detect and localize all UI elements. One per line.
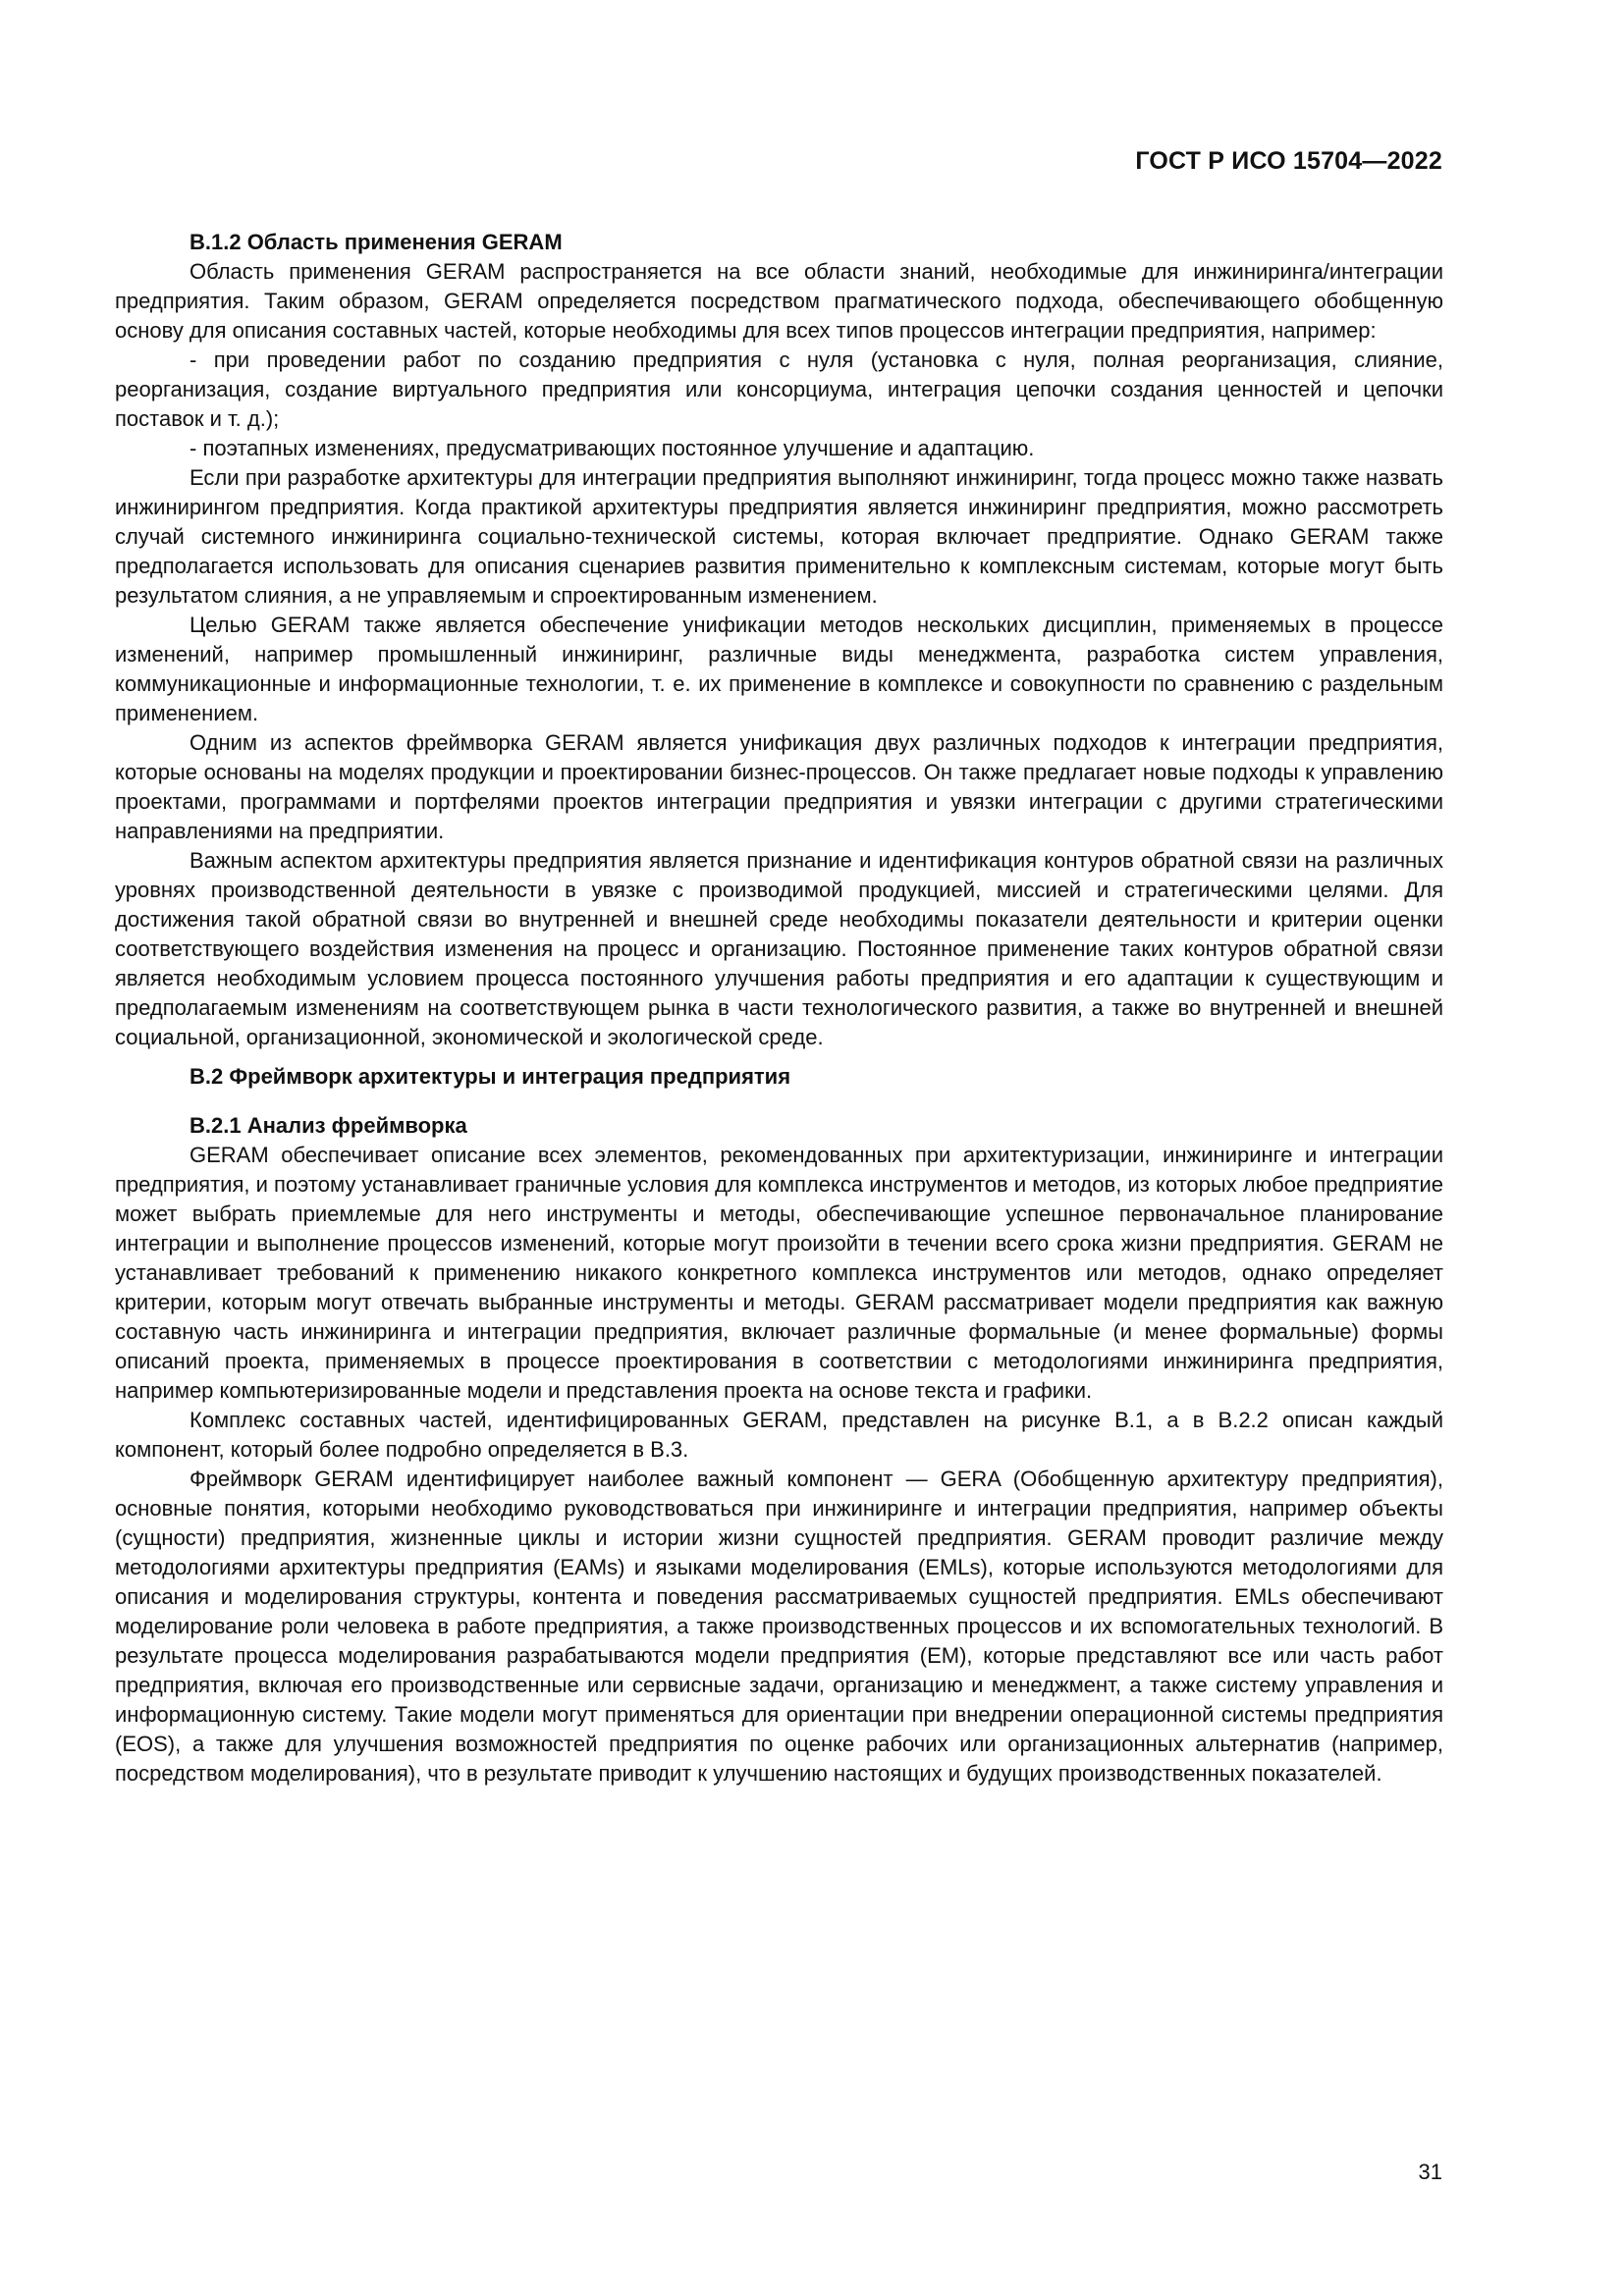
paragraph: Область применения GERAM распространяется на все области знаний, необходимые для инжиниринга/интеграции предприятия. Таким образом, GERAM определяется посредством прагматического подхода, обеспечивающего обобщенную основу для описания составных частей, которые необходимы для всех типов процессов интеграции предприятия, например: — [115, 259, 1443, 343]
standard-id-header: ГОСТ Р ИСО 15704—2022 — [1135, 147, 1442, 175]
paragraph: Если при разработке архитектуры для интеграции предприятия выполняют инжиниринг, тогда процесс можно также назвать инжинирингом предприятия. Когда практикой архитектуры предприятия является инжиниринг предприятия, можно рассмотреть случай системного инжиниринга социально-технической системы, которая включает предприятие. Однако GERAM также предполагается использовать для описания сценариев развития применительно к комплексным системам, которые могут быть результатом слияния, а не управляемым и спроектированным изменением. — [115, 465, 1443, 608]
paragraph: Комплекс составных частей, идентифицированных GERAM, представлен на рисунке B.1, а в B.2.2 описан каждый компонент, который более подробно определяется в B.3. — [115, 1408, 1443, 1462]
paragraph: Важным аспектом архитектуры предприятия является признание и идентификация контуров обратной связи на различных уровнях производственной деятельности в увязке с производимой продукцией, миссией и стратегическими целями. Для достижения такой обратной связи во внутренней и внешней среде необходимы показатели деятельности и критерии оценки соответствующего воздействия изменения на процесс и организацию. Постоянное применение таких контуров обратной связи является необходимым условием процесса постоянного улучшения работы предприятия и его адаптации к существующим и предполагаемым изменениям на соответствующем рынка в части технологического развития, а также во внутренней и внешней социальной, организационной, экономической и экологической среде. — [115, 848, 1443, 1049]
section-heading-b12: B.1.2 Область применения GERAM — [189, 230, 563, 254]
list-item: - при проведении работ по созданию предприятия с нуля (установка с нуля, полная реорганизация, слияние, реорганизация, создание виртуального предприятия или консорциума, интеграция цепочки создания ценностей и цепочки поставок и т. д.); — [115, 347, 1443, 431]
paragraph: GERAM обеспечивает описание всех элементов, рекомендованных при архитектуризации, инжиниринге и интеграции предприятия, и поэтому устанавливает граничные условия для комплекса инструментов и методов, из которых любое предприятие может выбрать приемлемые для него инструменты и методы, обеспечивающие успешное первоначальное планирование интеграции и выполнение процессов изменений, которые могут произойти в течении всего срока жизни предприятия. GERAM не устанавливает требований к применению никакого конкретного комплекса инструментов или методов, однако определяет критерии, которым могут отвечать выбранные инструменты и методы. GERAM рассматривает модели предприятия как важную составную часть инжиниринга и интеграции предприятия, включает различные формальные (и менее формальные) формы описаний проекта, применяемых в процессе проектирования в соответствии с методологиями инжиниринга предприятия, например компьютеризированные модели и представления проекта на основе текста и графики. — [115, 1143, 1443, 1403]
section-heading-b2: B.2 Фреймворк архитектуры и интеграция предприятия — [189, 1064, 791, 1089]
paragraph: Фреймворк GERAM идентифицирует наиболее важный компонент — GERA (Обобщенную архитектуру предприятия), основные понятия, которыми необходимо руководствоваться при инжиниринге и интеграции предприятия, например объекты (сущности) предприятия, жизненные циклы и истории жизни сущностей предприятия. GERAM проводит различие между методологиями архитектуры предприятия (EAMs) и языками моделирования (EMLs), которые используются методологиями для описания и моделирования структуры, контента и поведения рассматриваемых сущностей предприятия. EMLs обеспечивают моделирование роли человека в работе предприятия, а также производственных процессов и их вспомогательных технологий. В результате процесса моделирования разрабатываются модели предприятия (EM), которые представляют все или часть работ предприятия, включая его производственные или сервисные задачи, организацию и менеджмент, а также систему управления и информационную систему. Такие модели могут применяться для ориентации при внедрении операционной системы предприятия (EOS), а также для улучшения возможностей предприятия по оценке рабочих или организационных альтернатив (например, посредством моделирования), что в результате приводит к улучшению настоящих и будущих производственных показателей. — [115, 1467, 1443, 1786]
page-number: 31 — [1418, 2160, 1442, 2184]
page-content — [115, 228, 1443, 1789]
list-item: - поэтапных изменениях, предусматривающих постоянное улучшение и адаптацию. — [189, 436, 1035, 460]
paragraph: Целью GERAM также является обеспечение унификации методов нескольких дисциплин, применяемых в процессе изменений, например промышленный инжиниринг, различные виды менеджмента, разработка систем управления, коммуникационные и информационные технологии, т. е. их применение в комплексе и совокупности по сравнению с раздельным применением. — [115, 613, 1443, 725]
section-heading-b21: B.2.1 Анализ фреймворка — [189, 1113, 467, 1138]
paragraph: Одним из аспектов фреймворка GERAM является унификация двух различных подходов к интеграции предприятия, которые основаны на моделях продукции и проектировании бизнес-процессов. Он также предлагает новые подходы к управлению проектами, программами и портфелями проектов интеграции предприятия и увязки интеграции с другими стратегическими направлениями на предприятии. — [115, 730, 1443, 843]
